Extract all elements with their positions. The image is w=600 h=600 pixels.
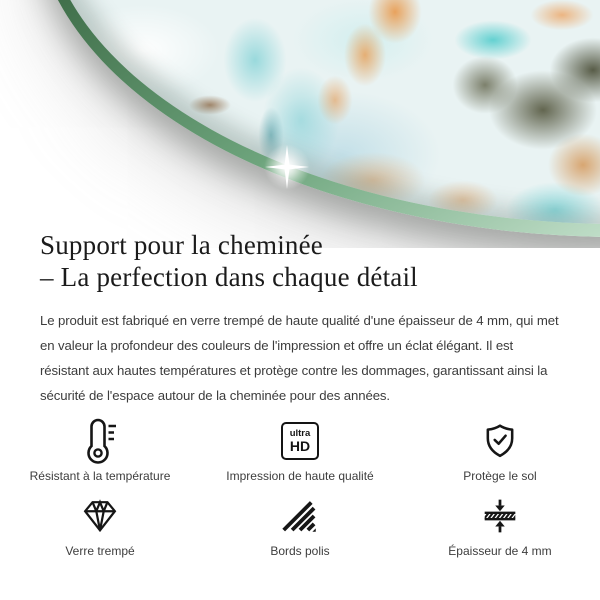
feature-grid [0,417,600,558]
feature-floor-protection [400,417,600,483]
feature-label: Impression de haute qualité [226,469,374,483]
feature-polished-edges [200,492,400,558]
feature-label: Résistant à la température [29,469,171,483]
thickness-arrows-icon [481,492,519,539]
diamond-icon [81,492,119,539]
feature-label: Épaisseur de 4 mm [448,544,552,558]
feature-label: Protège le sol [463,469,537,483]
hero-image [0,0,600,248]
product-description: Le produit est fabriqué en verre trempé de haute qualité d'une épaisseur de 4 mm, qui met en valeur la profondeur des couleurs de l'impression et offre un éclat élégant. Il est résistant aux hautes températures et protège contre les dommages, garantissant ainsi la sécurité de l'espace autour de la cheminée pour des années. [40,313,559,403]
feature-print-quality [200,417,400,483]
polished-edges-icon [282,492,318,539]
ultra-hd-icon [281,417,319,464]
page-title [40,229,560,293]
feature-label: Bords polis [270,544,330,558]
sparkle-icon [261,141,313,193]
feature-tempered-glass [0,492,200,558]
page-title-line2: – La perfection dans chaque détail [40,262,418,292]
feature-label: Verre trempé [65,544,135,558]
text-content [40,229,560,408]
shield-check-icon [483,417,517,464]
feature-temperature [0,417,200,483]
ultra-hd-icon-text-bottom: HD [289,437,311,454]
feature-thickness [400,492,600,558]
page-title-line1: Support pour la cheminée [40,230,323,260]
ultra-hd-icon-text-top: ultra [289,427,311,439]
thermometer-icon [81,417,119,464]
